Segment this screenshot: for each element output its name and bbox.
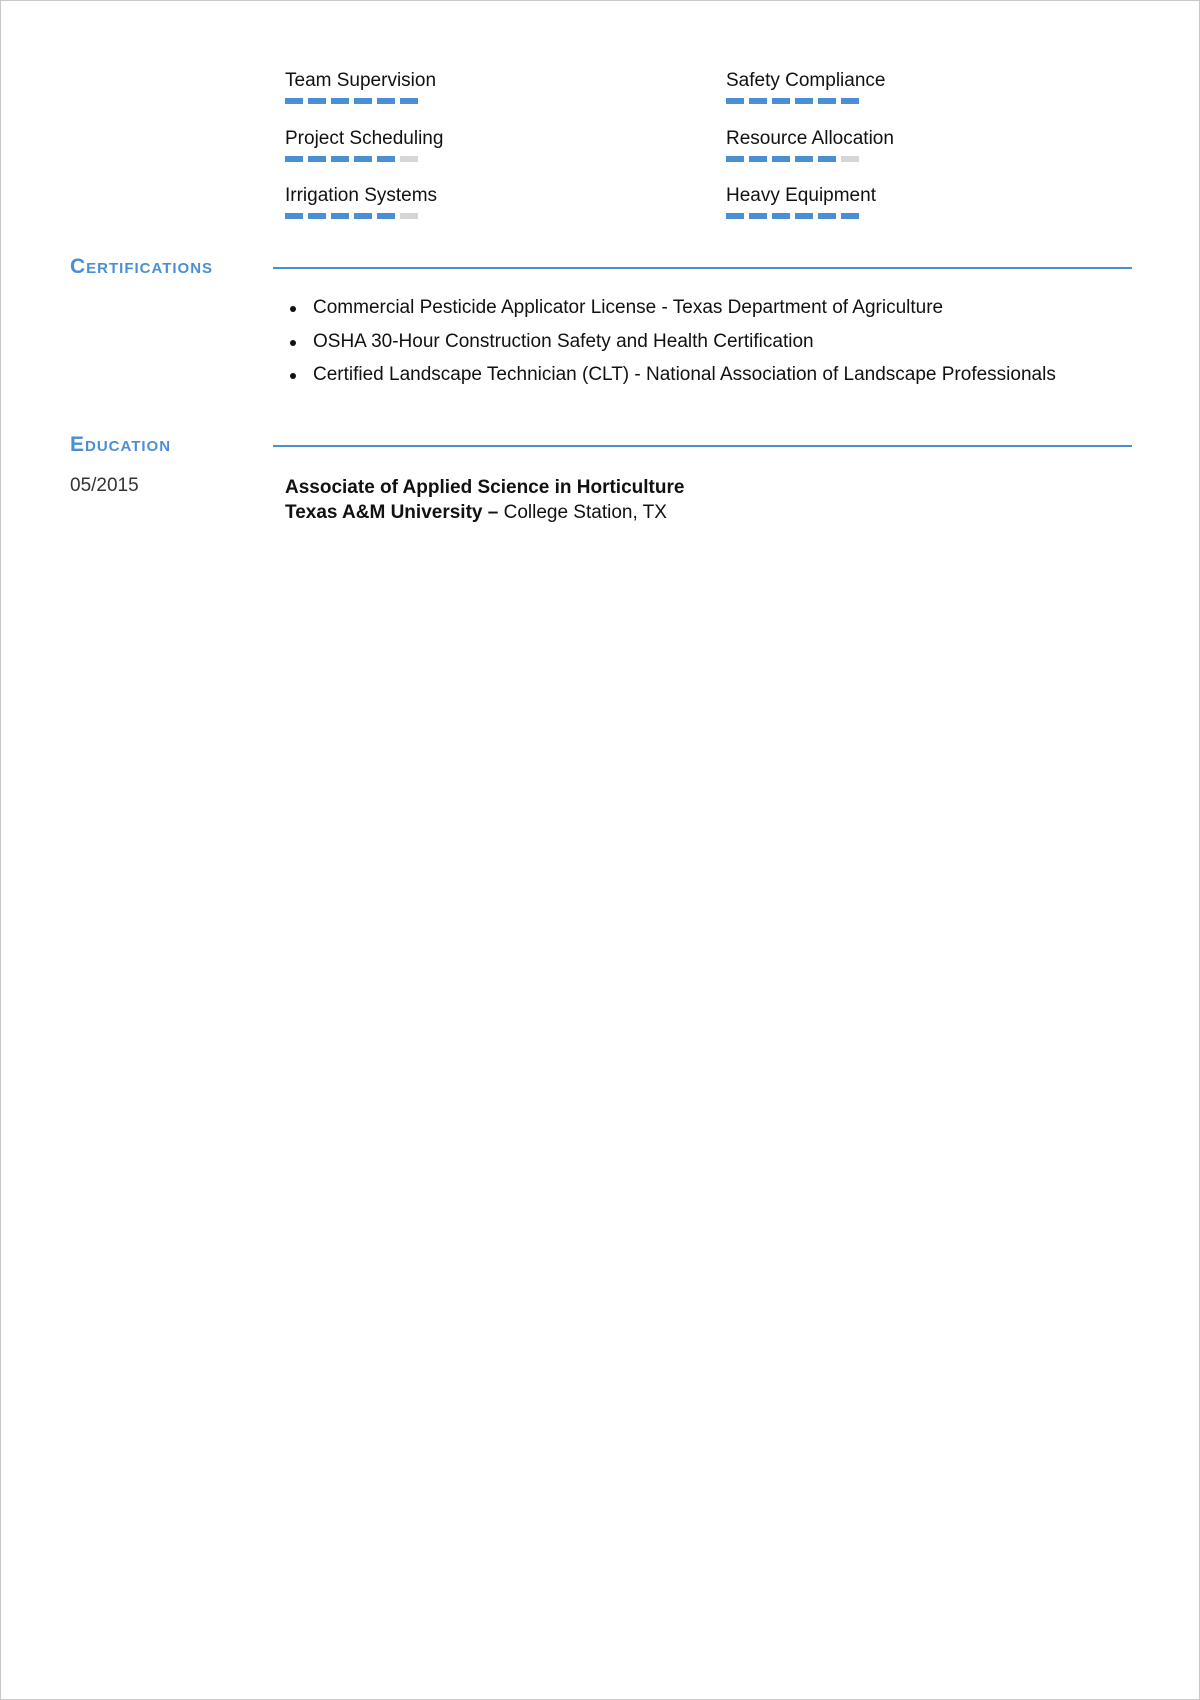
skill-rating [285,213,726,219]
rating-segment-filled [795,213,813,219]
certification-item: Certified Landscape Technician (CLT) - National Association of Landscape Professionals [285,363,1165,387]
certifications-list [285,296,1165,397]
rating-segment-filled [377,213,395,219]
rating-segment-filled [726,213,744,219]
skill-name: Heavy Equipment [726,185,876,206]
skill-name: Team Supervision [285,70,437,91]
section-divider [273,267,1132,269]
skills-grid [285,69,985,242]
education-location: College Station, TX [503,502,667,523]
rating-segment-filled [772,98,790,104]
rating-segment-filled [795,98,813,104]
skill-item [285,69,726,127]
rating-segment-filled [331,213,349,219]
rating-segment-filled [377,98,395,104]
rating-segment-filled [400,98,418,104]
rating-segment-empty [400,156,418,162]
skill-item [285,127,726,185]
rating-segment-filled [818,213,836,219]
education-separator: – [482,502,504,523]
rating-segment-filled [285,156,303,162]
skill-item [285,184,726,242]
rating-segment-empty [400,213,418,219]
skill-rating [285,98,726,104]
education-title: Education [70,433,172,456]
skill-rating [726,98,985,104]
education-header [70,432,1132,458]
certification-item: Commercial Pesticide Applicator License - Texas Department of Agriculture [285,296,1165,320]
education-entry [285,475,1135,525]
skill-rating [726,213,985,219]
rating-segment-filled [841,98,859,104]
skill-item [726,184,985,242]
rating-segment-filled [331,156,349,162]
skill-name: Resource Allocation [726,127,894,149]
rating-segment-filled [308,98,326,104]
rating-segment-empty [841,156,859,162]
skill-item [726,127,985,185]
rating-segment-filled [795,156,813,162]
rating-segment-filled [354,98,372,104]
certifications-header [70,254,1132,280]
rating-segment-filled [772,213,790,219]
rating-segment-filled [354,156,372,162]
rating-segment-filled [818,156,836,162]
education-school-line [285,500,1135,525]
rating-segment-filled [726,156,744,162]
rating-segment-filled [726,98,744,104]
skill-name: Safety Compliance [726,70,886,91]
skill-item [726,69,985,127]
skill-rating [285,156,726,162]
rating-segment-filled [331,98,349,104]
rating-segment-filled [354,213,372,219]
rating-segment-filled [841,213,859,219]
education-degree: Associate of Applied Science in Horticulture [285,477,685,498]
section-divider [273,445,1132,447]
education-school: Texas A&M University [285,502,483,523]
certifications-title: Certifications [70,255,214,278]
rating-segment-filled [749,156,767,162]
rating-segment-filled [308,156,326,162]
rating-segment-filled [818,98,836,104]
rating-segment-filled [377,156,395,162]
skill-name: Irrigation Systems [285,185,438,206]
skill-name: Project Scheduling [285,127,444,149]
rating-segment-filled [772,156,790,162]
skill-rating [726,156,985,162]
rating-segment-filled [308,213,326,219]
rating-segment-filled [285,98,303,104]
rating-segment-filled [285,213,303,219]
rating-segment-filled [749,213,767,219]
certification-item: OSHA 30-Hour Construction Safety and Health Certification [285,330,1165,354]
rating-segment-filled [749,98,767,104]
education-date: 05/2015 [70,475,139,496]
